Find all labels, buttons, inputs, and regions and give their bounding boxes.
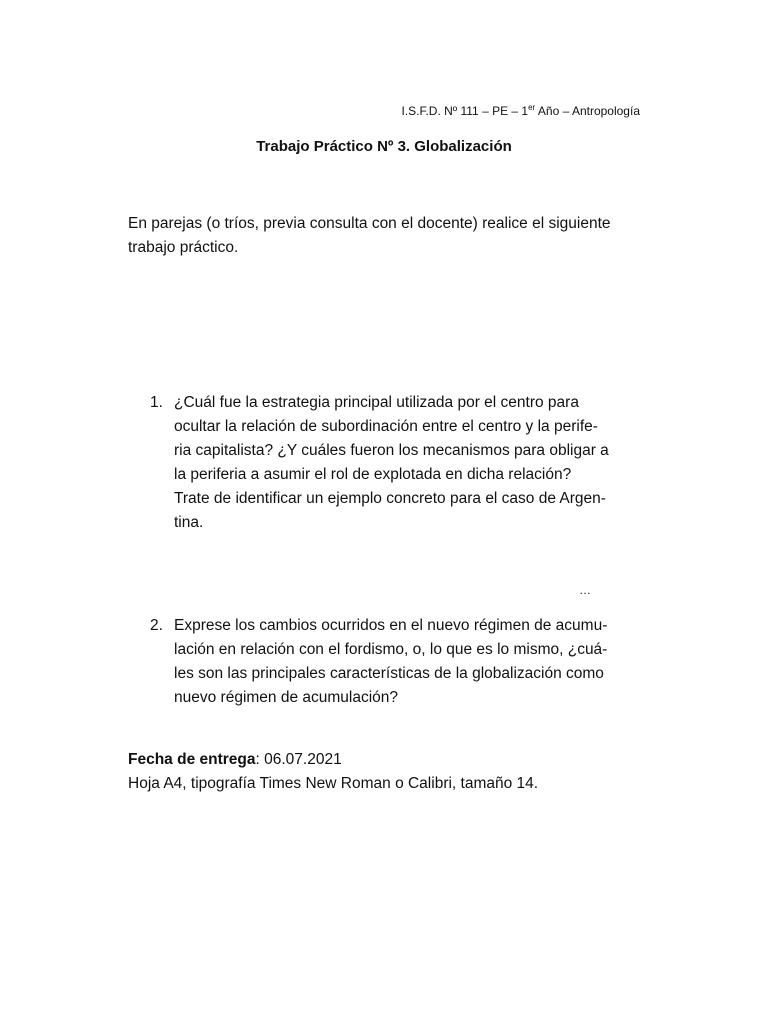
due-date-separator: : [255,751,265,768]
intro-line: En parejas (o tríos, previa consulta con el docente) realice el siguiente [128,215,611,232]
ellipsis-mark: … [579,583,592,597]
question-number: 2. [150,617,163,634]
question-line: ria capitalista? ¿Y cuáles fueron los mecanismos para obligar a [174,442,609,459]
question-1 [128,391,648,535]
header-institution-prefix: I.S.F.D. Nº 111 – PE – 1 [401,104,529,118]
intro-line: trabajo práctico. [128,239,239,256]
question-number: 1. [150,394,163,411]
header-institution-suffix: Año – Antropología [535,104,640,118]
question-line: ocultar la relación de subordinación entre el centro y la perife- [174,418,598,435]
question-line: nuevo régimen de acumulación? [174,689,399,706]
question-line: lación en relación con el fordismo, o, lo que es lo mismo, ¿cuá- [174,641,608,658]
document-header [401,102,640,120]
question-line: la periferia a asumir el rol de explotada en dicha relación? [174,466,572,483]
question-line: ¿Cuál fue la estrategia principal utilizada por el centro para [174,394,579,411]
question-line: Trate de identificar un ejemplo concreto para el caso de Argen- [174,490,606,507]
question-line: tina. [174,514,204,531]
question-text [174,614,648,710]
due-date-value: 06.07.2021 [264,751,342,768]
intro-paragraph [128,212,648,260]
due-date [128,748,342,772]
question-line: Exprese los cambios ocurridos en el nuevo régimen de acumu- [174,617,608,634]
question-line: les son las principales características de la globalización como [174,665,604,682]
header-year-superscript: er [528,103,536,112]
due-date-label: Fecha de entrega [128,751,256,768]
format-note: Hoja A4, tipografía Times New Roman o Calibri, tamaño 14. [128,775,539,792]
question-text [174,391,648,535]
question-2 [128,614,648,710]
document-title: Trabajo Práctico Nº 3. Globalización [256,138,512,155]
